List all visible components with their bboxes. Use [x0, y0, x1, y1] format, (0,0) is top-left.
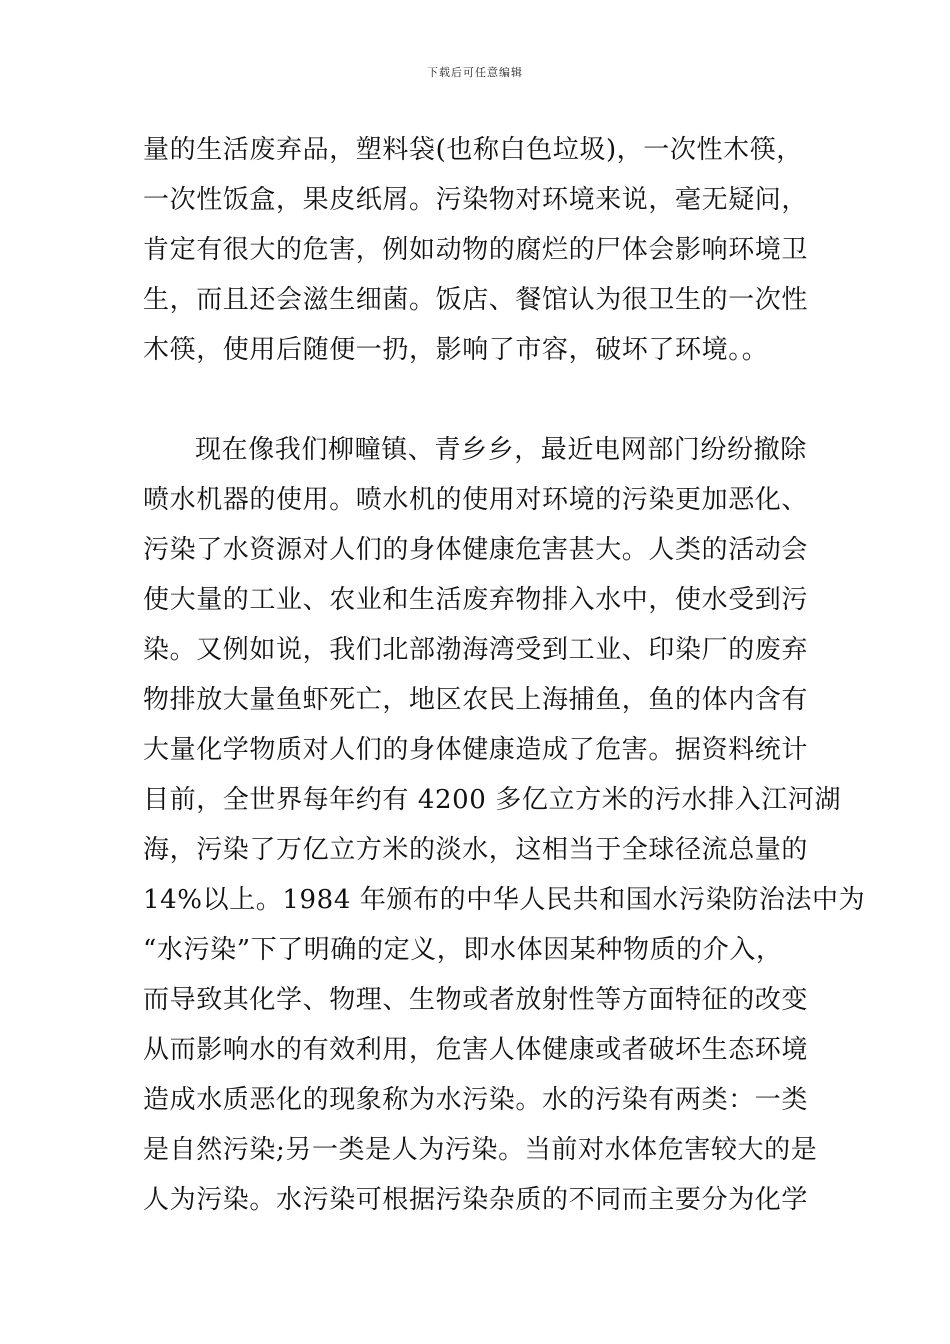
- paragraph-line: 一次性饭盒，果皮纸屑。污染物对环境来说，毫无疑问，: [143, 185, 809, 215]
- paragraph-line: 14%以上。1984 年颁布的中华人民共和国水污染防治法中为: [143, 885, 866, 915]
- paragraph-line: 喷水机器的使用。喷水机的使用对环境的污染更加恶化、: [143, 485, 809, 515]
- paragraph-line: 是自然污染;另一类是人为污染。当前对水体危害较大的是: [143, 1135, 818, 1165]
- paragraph-line: 造成水质恶化的现象称为水污染。水的污染有两类：一类: [143, 1085, 809, 1115]
- paragraph-line: 使大量的工业、农业和生活废弃物排入水中，使水受到污: [143, 585, 809, 615]
- paragraph-line: 木筷，使用后随便一扔，影响了市容，破坏了环境。。: [143, 335, 769, 365]
- paragraph-line: “水污染”下了明确的定义，即水体因某种物质的介入，: [143, 935, 783, 965]
- paragraph-1: [143, 125, 808, 375]
- paragraph-line: 大量化学物质对人们的身体健康造成了危害。据资料统计: [143, 735, 809, 765]
- paragraph-line: 生，而且还会滋生细菌。饭店、餐馆认为很卫生的一次性: [143, 285, 809, 315]
- paragraph-2: [143, 425, 866, 1225]
- paragraph-line: 肯定有很大的危害，例如动物的腐烂的尸体会影响环境卫: [143, 235, 809, 265]
- page-header: 下载后可任意编辑: [427, 66, 523, 79]
- paragraph-line: 目前，全世界每年约有 4200 多亿立方米的污水排入江河湖: [143, 785, 842, 815]
- paragraph-line: 人为污染。水污染可根据污染杂质的不同而主要分为化学: [143, 1185, 809, 1215]
- paragraph-line: 海，污染了万亿立方米的淡水，这相当于全球径流总量的: [143, 835, 809, 865]
- paragraph-line: 污染了水资源对人们的身体健康危害甚大。人类的活动会: [143, 535, 809, 565]
- paragraph-line: 染。又例如说，我们北部渤海湾受到工业、印染厂的废弃: [143, 635, 809, 665]
- paragraph-first-line: 现在像我们柳疃镇、青乡乡，最近电网部门纷纷撤除: [195, 435, 807, 465]
- paragraph-line: 而导致其化学、物理、生物或者放射性等方面特征的改变: [143, 985, 809, 1015]
- paragraph-line: 量的生活废弃品，塑料袋(也称白色垃圾)，一次性木筷，: [143, 135, 803, 165]
- paragraph-line: 从而影响水的有效利用，危害人体健康或者破坏生态环境: [143, 1035, 809, 1065]
- paragraph-line: 物排放大量鱼虾死亡，地区农民上海捕鱼，鱼的体内含有: [143, 685, 809, 715]
